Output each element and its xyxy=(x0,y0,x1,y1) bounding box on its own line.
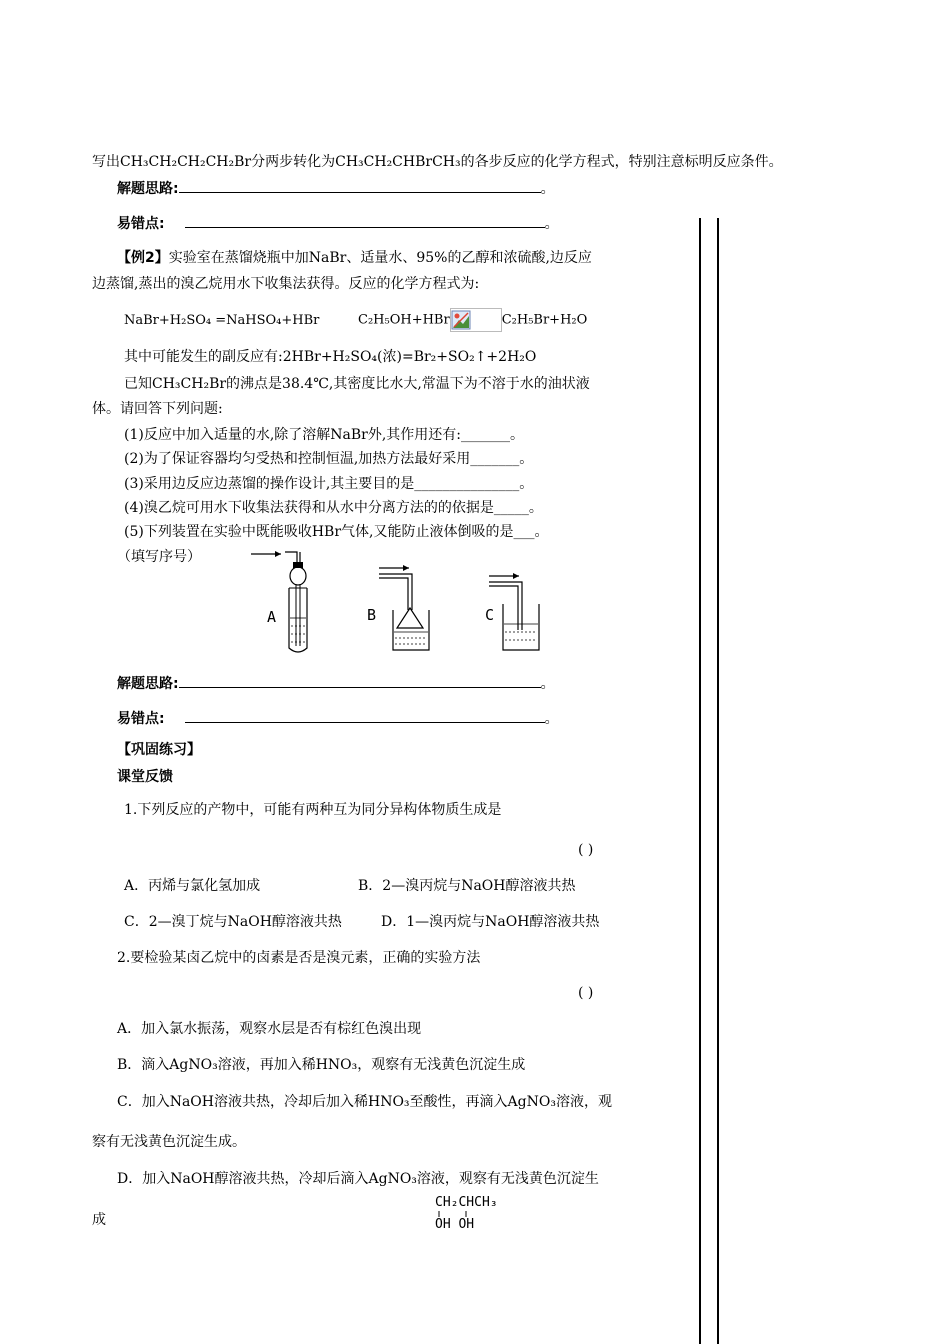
q2-option-b: B．滴入AgNO₃溶液，再加入稀HNO₃，观察有无浅黄色沉淀生成 xyxy=(117,1057,526,1073)
answer-paren-1: ( ) xyxy=(578,842,594,858)
answer-blank[interactable] xyxy=(179,673,541,688)
equation-1: NaBr+H₂SO₄ =NaHSO₄+HBr xyxy=(124,313,320,328)
q1-option-d: D．1—溴丙烷与NaOH醇溶液共热 xyxy=(381,914,600,930)
mistake-label: 易错点: xyxy=(117,711,165,727)
known-line1: 已知CH₃CH₂Br的沸点是38.4℃,其密度比水大,常温下为不溶于水的油状液 xyxy=(124,376,590,392)
example2-tag: 【例2】 xyxy=(117,250,169,266)
question-1: (1)反应中加入适量的水,除了溶解NaBr外,其作用还有:_______。 xyxy=(124,427,525,443)
apparatus-b xyxy=(367,565,429,650)
q2-option-a: A．加入氯水振荡，观察水层是否有棕红色溴出现 xyxy=(117,1021,422,1037)
answer-paren-2: ( ) xyxy=(578,985,594,1001)
q2-option-c-line2: 察有无浅黄色沉淀生成。 xyxy=(92,1134,246,1150)
answer-blank[interactable] xyxy=(179,178,541,193)
intro-text: 写出CH₃CH₂CH₂CH₂Br分两步转化为CH₃CH₂CHBrCH₃的各步反应的化学方程式，特别注意标明反应条件。 xyxy=(92,154,783,170)
question-5: (5)下列装置在实验中既能吸收HBr气体,又能防止液体倒吸的是___。 xyxy=(124,524,549,540)
q2-option-c-line1: C．加入NaOH溶液共热，冷却后加入稀HNO₃至酸性，再滴入AgNO₃溶液，观 xyxy=(117,1094,612,1110)
period: 。 xyxy=(544,711,559,727)
answer-blank[interactable] xyxy=(185,708,545,723)
structure-bottom: OH OH xyxy=(435,1217,475,1232)
period: 。 xyxy=(540,676,555,692)
equation-2-left: C₂H₅OH+HBr xyxy=(358,312,450,328)
question-2: (2)为了保证容器均匀受热和控制恒温,加热方法最好采用_______。 xyxy=(124,451,534,467)
margin-line-right xyxy=(717,218,719,1344)
q2-option-d-line2: 成 xyxy=(92,1212,106,1228)
q1-option-a: A．丙烯与氯化氢加成 xyxy=(124,878,261,894)
period: 。 xyxy=(540,181,555,197)
thinking-label: 解题思路: xyxy=(117,181,179,197)
mistake-row-2 xyxy=(117,708,559,729)
side-reaction: 其中可能发生的副反应有:2HBr+H₂SO₄(浓)=Br₂+SO₂↑+2H₂O xyxy=(124,349,537,365)
apparatus-diagram xyxy=(245,548,565,658)
q1-option-b: B．2—溴丙烷与NaOH醇溶液共热 xyxy=(358,878,576,894)
margin-line-left xyxy=(699,218,701,1344)
mistake-row-1 xyxy=(117,213,559,234)
equation-2 xyxy=(358,308,587,333)
apparatus-label-a: A xyxy=(267,608,277,626)
reaction-condition-image-icon xyxy=(450,308,502,332)
structural-formula xyxy=(435,1195,498,1233)
apparatus-label-c: C xyxy=(485,606,495,624)
practice-header: 【巩固练习】 xyxy=(117,742,201,758)
answer-blank[interactable] xyxy=(185,213,545,228)
thinking-row-1 xyxy=(117,178,555,199)
known-line2: 体。请回答下列问题: xyxy=(92,401,223,417)
example2-line1 xyxy=(117,248,592,268)
equation-2-right: C₂H₅Br+H₂O xyxy=(501,312,588,328)
practice-subheader: 课堂反馈 xyxy=(117,769,173,785)
apparatus-c xyxy=(485,573,539,650)
question-3: (3)采用边反应边蒸馏的操作设计,其主要目的是_______________。 xyxy=(124,476,534,492)
question-4: (4)溴乙烷可用水下收集法获得和从水中分离方法的的依据是_____。 xyxy=(124,500,543,516)
period: 。 xyxy=(544,216,559,232)
apparatus-label-b: B xyxy=(367,606,377,624)
practice-q2: 2.要检验某卤乙烷中的卤素是否是溴元素，正确的实验方法 xyxy=(117,950,481,966)
mistake-label: 易错点: xyxy=(117,216,165,232)
q2-option-d-line1: D．加入NaOH醇溶液共热，冷却后滴入AgNO₃溶液，观察有无浅黄色沉淀生 xyxy=(117,1171,599,1187)
example2-text: 实验室在蒸馏烧瓶中加NaBr、适量水、95%的乙醇和浓硫酸,边反应 xyxy=(168,250,592,266)
thinking-label: 解题思路: xyxy=(117,676,179,692)
structure-top: CH₂CHCH₃ xyxy=(435,1195,498,1210)
q1-option-c: C．2—溴丁烷与NaOH醇溶液共热 xyxy=(124,914,342,930)
example2-line2: 边蒸馏,蒸出的溴乙烷用水下收集法获得。反应的化学方程式为: xyxy=(92,276,480,292)
thinking-row-2 xyxy=(117,673,555,694)
apparatus-a xyxy=(251,551,307,652)
practice-q1: 1.下列反应的产物中，可能有两种互为同分异构体物质生成是 xyxy=(124,802,502,818)
question-5-note: （填写序号） xyxy=(117,549,201,565)
